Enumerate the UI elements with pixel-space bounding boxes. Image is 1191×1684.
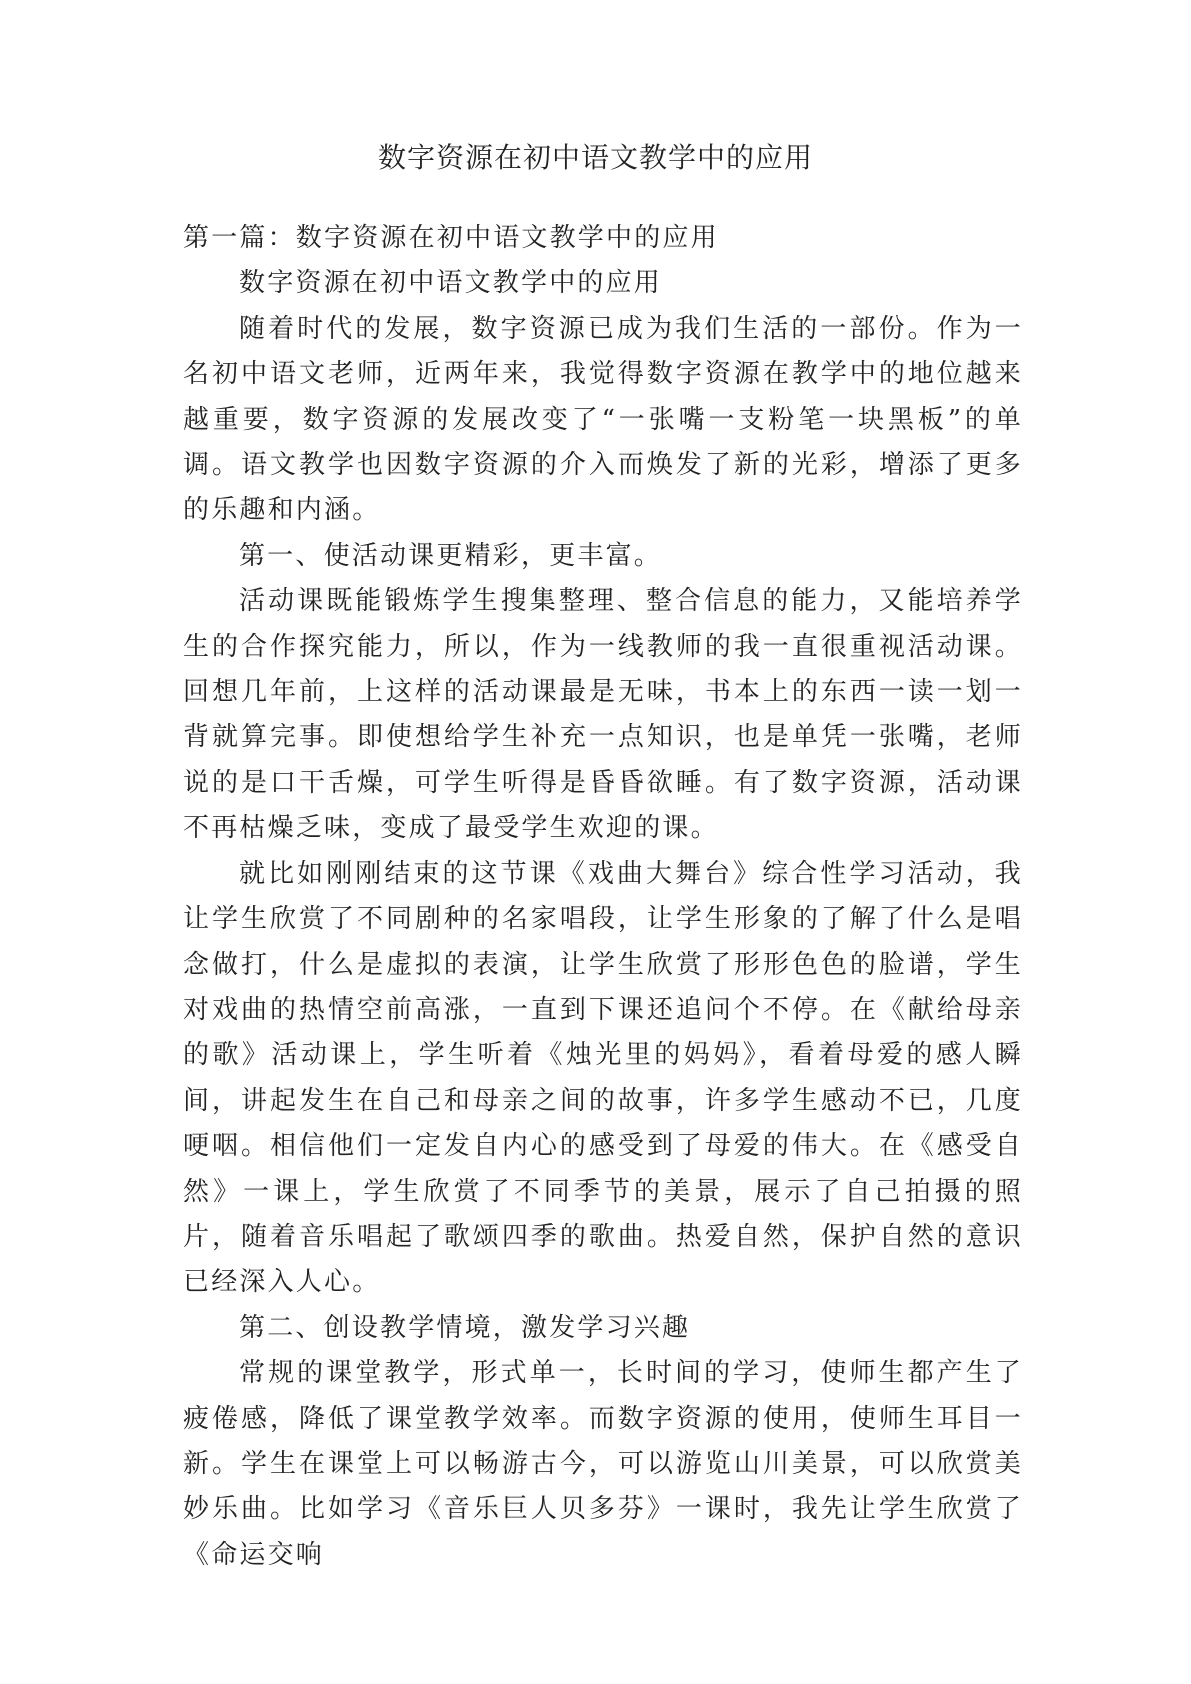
- body-paragraph: 活动课既能锻炼学生搜集整理、整合信息的能力，又能培养学生的合作探究能力，所以，作为一线教师的我一直很重视活动课。回想几年前，上这样的活动课最是无味，书本上的东西一读一划一背就算完事。即使想给学生补充一点知识，也是单凭一张嘴，老师说的是口干舌燥，可学生听得是昏昏欲睡。有了数字资源，活动课不再枯燥乏味，变成了最受学生欢迎的课。: [183, 586, 1023, 844]
- document-body: [183, 216, 1023, 1578]
- body-paragraph: 常规的课堂教学，形式单一，长时间的学习，使师生都产生了疲倦感，降低了课堂教学效率。而数字资源的使用，使师生耳目一新。学生在课堂上可以畅游古今，可以游览山川美景，可以欣赏美妙乐曲。比如学习《音乐巨人贝多芬》一课时，我先让学生欣赏了《命运交响: [183, 1358, 1023, 1570]
- subheading-paragraph: 第二、创设教学情境，激发学习兴趣: [239, 1312, 691, 1343]
- subheading-paragraph: 第一、使活动课更精彩，更丰富。: [239, 540, 663, 571]
- subtitle-paragraph: 数字资源在初中语文教学中的应用: [239, 268, 663, 299]
- section-heading: 第一篇：数字资源在初中语文教学中的应用: [183, 223, 719, 253]
- body-paragraph: 就比如刚刚结束的这节课《戏曲大舞台》综合性学习活动，我让学生欣赏了不同剧种的名家唱段，让学生形象的了解了什么是唱念做打，什么是虚拟的表演，让学生欣赏了形形色色的脸谱，学生对戏曲的热情空前高涨，一直到下课还追问个不停。在《献给母亲的歌》活动课上，学生听着《烛光里的妈妈》，看着母爱的感人瞬间，讲起发生在自己和母亲之间的故事，许多学生感动不已，几度哽咽。相信他们一定发自内心的感受到了母爱的伟大。在《感受自然》一课上，学生欣赏了不同季节的美景，展示了自己拍摄的照片，随着音乐唱起了歌颂四季的歌曲。热爱自然，保护自然的意识已经深入人心。: [183, 858, 1023, 1298]
- body-paragraph: 随着时代的发展，数字资源已成为我们生活的一部份。作为一名初中语文老师，近两年来，我觉得数字资源在教学中的地位越来越重要，数字资源的发展改变了“一张嘴一支粉笔一块黑板”的单调。语文教学也因数字资源的介入而焕发了新的光彩，增添了更多的乐趣和内涵。: [183, 313, 1023, 526]
- document-title: 数字资源在初中语文教学中的应用: [377, 141, 813, 174]
